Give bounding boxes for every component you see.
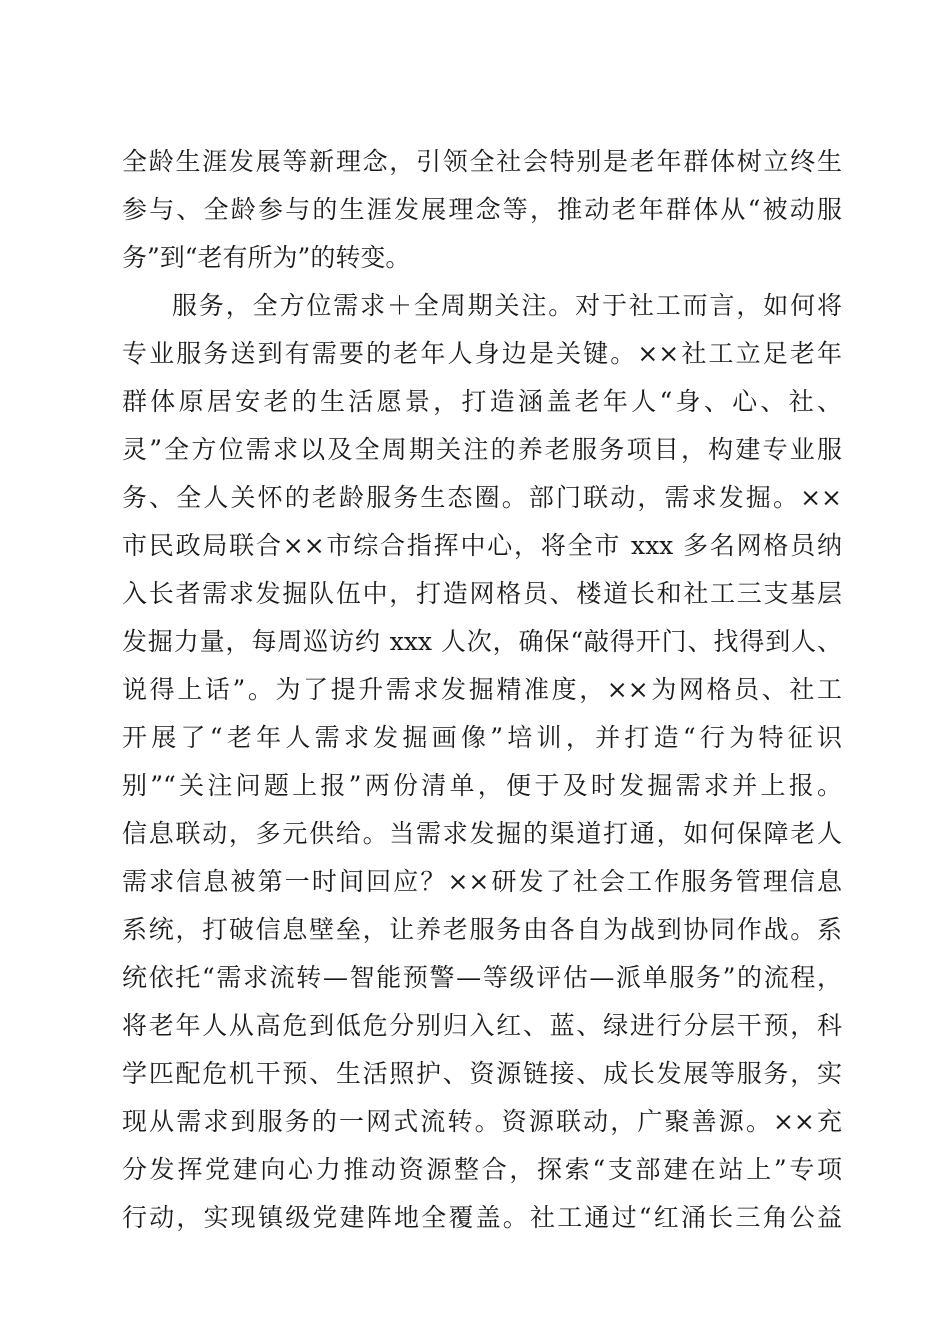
document-body — [122, 138, 842, 1242]
text-line: 务、全人关怀的老龄服务生态圈。部门联动，需求发掘。×× — [122, 483, 842, 512]
text-line: 灵”全方位需求以及全周期关注的养老服务项目，构建专业服 — [122, 435, 842, 464]
text-line: 现从需求到服务的一网式流转。资源联动，广聚善源。××充 — [122, 1107, 842, 1136]
text-line: 说得上话”。为了提升需求发掘精准度，××为网格员、社工 — [122, 675, 842, 704]
text-line: 参与、全龄参与的生涯发展理念等，推动老年群体从“被动服 — [122, 195, 842, 224]
text-line: 服务，全方位需求＋全周期关注。对于社工而言，如何将 — [172, 291, 842, 320]
text-line: 市民政局联合××市综合指挥中心，将全市 xxx 多名网格员纳 — [122, 531, 842, 560]
text-line: 系统，打破信息壁垒，让养老服务由各自为战到协同作战。系 — [122, 915, 842, 944]
text-line: 需求信息被第一时间回应？××研发了社会工作服务管理信息 — [122, 867, 842, 896]
text-line: 将老年人从高危到低危分别归入红、蓝、绿进行分层干预，科 — [122, 1011, 842, 1040]
text-line: 信息联动，多元供给。当需求发掘的渠道打通，如何保障老人 — [122, 819, 842, 848]
text-line: 发掘力量，每周巡访约 xxx 人次，确保“敲得开门、找得到人、 — [122, 627, 842, 656]
text-line: 分发挥党建向心力推动资源整合，探索“支部建在站上”专项 — [122, 1155, 842, 1184]
text-line: 学匹配危机干预、生活照护、资源链接、成长发展等服务，实 — [122, 1059, 842, 1088]
text-line: 全龄生涯发展等新理念，引领全社会特别是老年群体树立终生 — [122, 147, 842, 176]
text-line: 务”到“老有所为”的转变。 — [122, 243, 411, 272]
text-line: 开展了“老年人需求发掘画像”培训，并打造“行为特征识 — [122, 723, 842, 752]
text-line: 专业服务送到有需要的老年人身边是关键。××社工立足老年 — [122, 339, 842, 368]
text-line: 别”“关注问题上报”两份清单，便于及时发掘需求并上报。 — [122, 771, 842, 800]
text-line: 群体原居安老的生活愿景，打造涵盖老年人“身、心、社、 — [122, 387, 842, 416]
text-line: 统依托“需求流转—智能预警—等级评估—派单服务”的流程， — [122, 963, 842, 992]
text-line: 入长者需求发掘队伍中，打造网格员、楼道长和社工三支基层 — [122, 579, 842, 608]
text-line: 行动，实现镇级党建阵地全覆盖。社工通过“红涌长三角公益 — [122, 1203, 842, 1232]
